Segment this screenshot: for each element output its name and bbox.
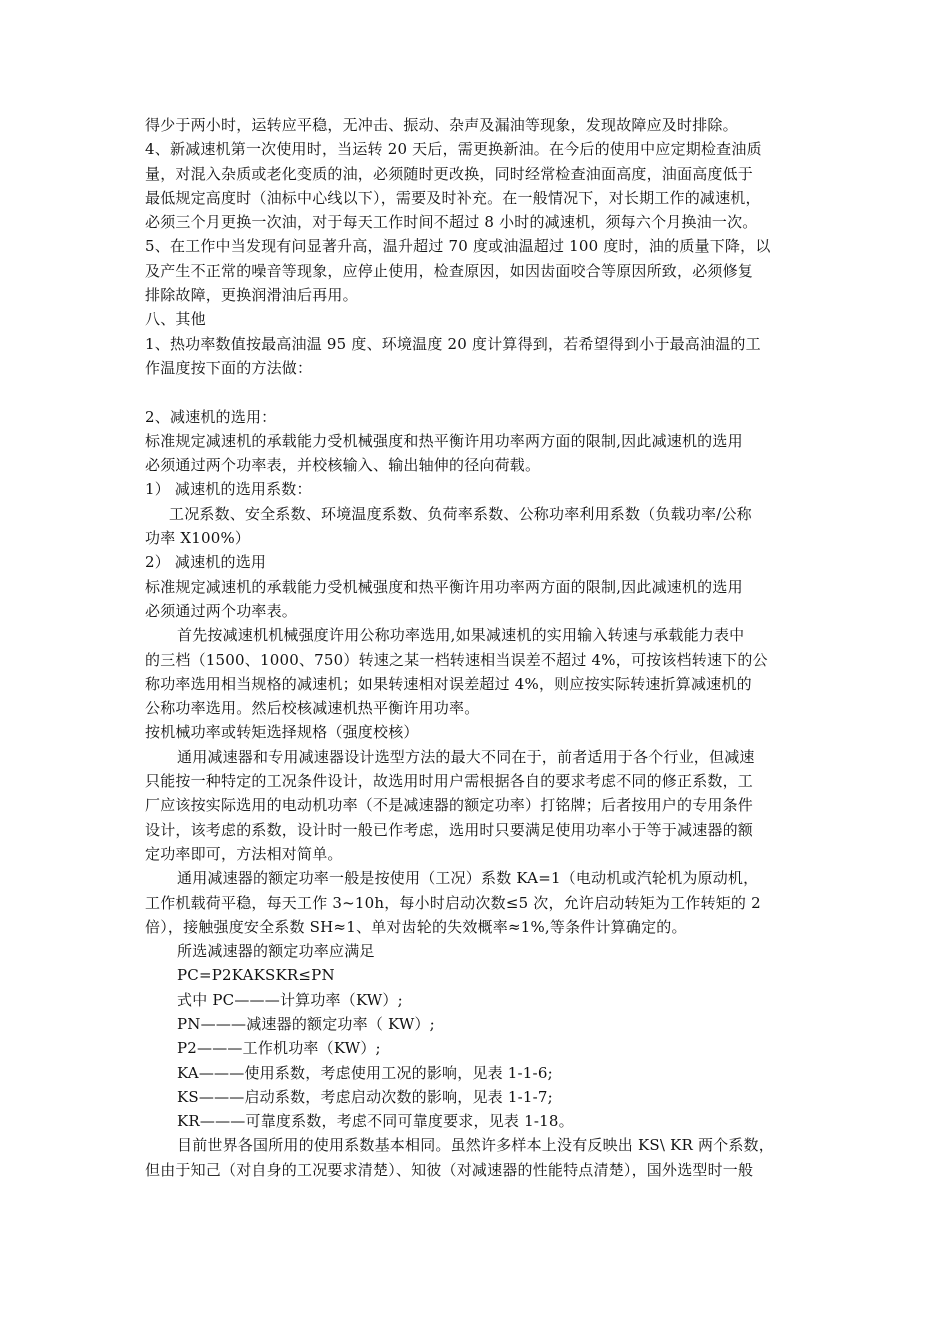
text-line: 得少于两小时，运转应平稳，无冲击、振动、杂声及漏油等现象，发现故障应及时排除。 — [145, 116, 738, 134]
text-line: 目前世界各国所用的使用系数基本相同。虽然许多样本上没有反映出 KS\ KR 两个系数， — [177, 1136, 774, 1155]
text-line: 只能按一种特定的工况条件设计，故选用时用户需根据各自的要求考虑不同的修正系数，工 — [145, 772, 754, 791]
formula-term: KA———使用系数，考虑使用工况的影响，见表 1-1-6; — [177, 1063, 553, 1082]
text-line: 所选减速器的额定功率应满足 — [177, 942, 375, 961]
formula-line: PC=P2KAKSKR≤PN — [177, 966, 335, 985]
text-line: 必须通过两个功率表，并校核输入、输出轴伸的径向荷载。 — [145, 456, 541, 475]
blank-line — [145, 380, 807, 404]
text-line: 必须通过两个功率表。 — [145, 601, 298, 620]
formula-term: 式中 PC———计算功率（KW）; — [177, 990, 403, 1009]
text-line: 2、减速机的选用： — [145, 407, 277, 426]
text-line: 按机械功率或转矩选择规格（强度校核） — [145, 723, 419, 742]
text-line: 工况系数、安全系数、环境温度系数、负荷率系数、公称功率利用系数（负载功率/公称 — [169, 504, 752, 523]
text-line: 2） 减速机的选用 — [145, 553, 267, 572]
text-line: 及产生不正常的噪音等现象，应停止使用，检查原因，如因齿面咬合等原因所致，必须修复 — [145, 261, 754, 280]
formula-term: KR———可靠度系数，考虑不同可靠度要求，见表 1-18。 — [177, 1112, 574, 1131]
text-line: 设计，该考虑的系数，设计时一般已作考虑，选用时只要满足使用功率小于等于减速器的额 — [145, 820, 754, 839]
text-line: 公称功率选用。然后校核减速机热平衡许用功率。 — [145, 699, 480, 718]
text-line: 的三档（1500、1000、750）转速之某一档转速相当误差不超过 4%，可按该档转速下的公 — [145, 650, 768, 669]
text-line: 作温度按下面的方法做： — [145, 358, 313, 377]
text-line: 标准规定减速机的承载能力受机械强度和热平衡许用功率两方面的限制,因此减速机的选用 — [145, 431, 743, 450]
formula-term: KS———启动系数，考虑启动次数的影响，见表 1-1-7; — [177, 1087, 553, 1106]
formula-term: P2———工作机功率（KW）; — [177, 1039, 381, 1058]
text-line: 功率 X100%） — [145, 529, 251, 548]
document-page — [145, 113, 807, 1182]
text-line: 通用减速器和专用减速器设计选型方法的最大不同在于，前者适用于各个行业，但减速 — [177, 747, 755, 766]
text-line: 5、在工作中当发现有问显著升高，温升超过 70 度或油温超过 100 度时，油的质量下降，以 — [145, 237, 771, 256]
text-line: 最低规定高度时（油标中心线以下），需要及时补充。在一般情况下，对长期工作的减速机， — [145, 188, 761, 207]
text-line: 标准规定减速机的承载能力受机械强度和热平衡许用功率两方面的限制,因此减速机的选用 — [145, 577, 743, 596]
text-line: 必须三个月更换一次油，对于每天工作时间不超过 8 小时的减速机，须每六个月换油一次。 — [145, 213, 758, 232]
text-line: 称功率选用相当规格的减速机；如果转速相对误差超过 4%，则应按实际转速折算减速机的 — [145, 674, 752, 693]
text-line: 首先按减速机机械强度许用公称功率选用,如果减速机的实用输入转速与承载能力表中 — [177, 626, 745, 645]
text-line: 量，对混入杂质或老化变质的油，必须随时更改换，同时经常检查油面高度，油面高度低于 — [145, 164, 754, 183]
section-heading: 八、其他 — [145, 310, 206, 329]
formula-term: PN———减速器的额定功率（ KW）; — [177, 1014, 435, 1033]
text-line: 倍），接触强度安全系数 SH≈1、单对齿轮的失效概率≈1%,等条件计算确定的。 — [145, 917, 687, 936]
text-line: 4、新减速机第一次使用时，当运转 20 天后，需更换新油。在今后的使用中应定期检查油质 — [145, 140, 762, 159]
text-line: 通用减速器的额定功率一般是按使用（工况）系数 KA=1（电动机或汽轮机为原动机， — [177, 869, 759, 888]
text-line: 1、热功率数值按最高油温 95 度、环境温度 20 度计算得到，若希望得到小于最高油温的工 — [145, 334, 761, 353]
text-line: 定功率即可，方法相对简单。 — [145, 844, 343, 863]
text-line: 但由于知己（对自身的工况要求清楚）、知彼（对减速器的性能特点清楚），国外选型时一般 — [145, 1160, 754, 1179]
text-line: 工作机载荷平稳，每天工作 3~10h，每小时启动次数≤5 次，允许启动转矩为工作转矩的 2 — [145, 893, 761, 912]
text-line: 排除故障，更换润滑油后再用。 — [145, 286, 358, 305]
text-line: 厂应该按实际选用的电动机功率（不是减速器的额定功率）打铭牌；后者按用户的专用条件 — [145, 796, 754, 815]
text-line: 1） 减速机的选用系数： — [145, 480, 312, 499]
